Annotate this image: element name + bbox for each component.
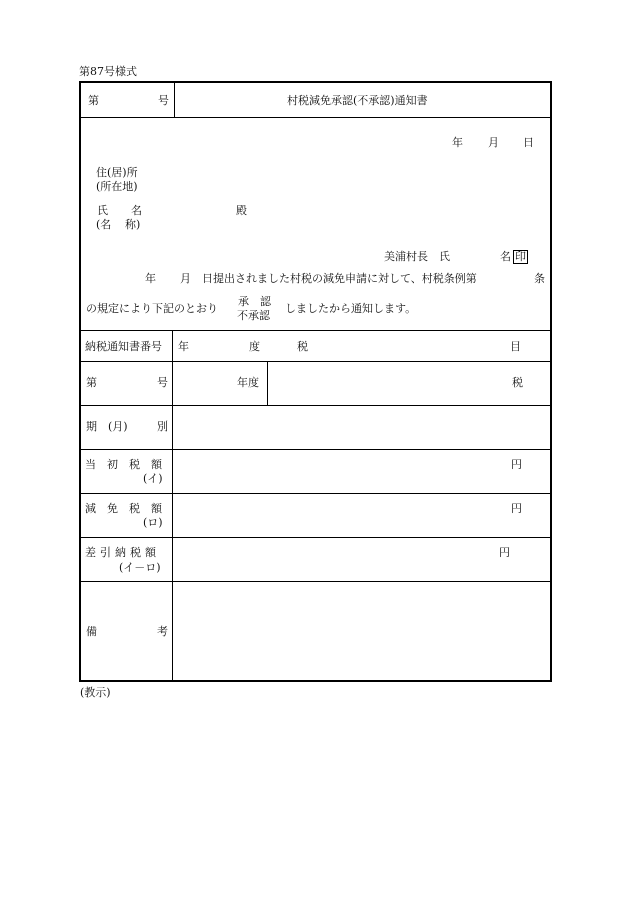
- address-label: 住(居)所: [96, 166, 138, 179]
- number-label-right: 号: [157, 376, 168, 389]
- net-tax-label: 差引納税額: [85, 546, 160, 559]
- disapprove-option: 不承認: [237, 309, 270, 322]
- issuer-mei: [500, 250, 528, 264]
- initial-tax-sub: (イ): [143, 472, 163, 485]
- header-number-right: 号: [158, 94, 169, 107]
- notice-no-do: 度: [249, 340, 260, 353]
- initial-tax-label: 当 初 税 額: [85, 458, 162, 471]
- form-number: 第87号様式: [79, 65, 137, 78]
- body-year: 年: [145, 272, 156, 285]
- rule-reduction: [79, 493, 552, 494]
- notice-no-label: 納税通知書番号: [85, 340, 162, 353]
- remarks-left: 備: [86, 625, 97, 638]
- date-day: 日: [523, 136, 534, 149]
- period-c: 別: [157, 420, 168, 433]
- issuer-mei-text: 名: [500, 250, 511, 263]
- initial-tax-yen: 円: [511, 458, 522, 471]
- number-tax: 税: [512, 376, 523, 389]
- rule-period: [79, 405, 552, 406]
- reduction-label: 減 免 税 額: [85, 502, 162, 515]
- period-b: (月): [108, 420, 128, 433]
- rule-remarks: [79, 581, 552, 582]
- net-tax-yen: 円: [499, 546, 510, 559]
- name-mei: 名: [131, 204, 142, 217]
- number-nendo: 年度: [237, 376, 259, 389]
- rule-v-label: [172, 330, 173, 681]
- reduction-sub: (ロ): [143, 516, 163, 529]
- header-number-left: 第: [88, 94, 99, 107]
- name-sub-right: 称): [125, 218, 141, 231]
- reduction-yen: 円: [511, 502, 522, 515]
- seal-mark: 印: [515, 250, 526, 263]
- address-label-sub: (所在地): [96, 180, 138, 193]
- body-month: 月: [180, 272, 191, 285]
- date-year: 年: [452, 136, 463, 149]
- form-title: 村税減免承認(不承認)通知書: [287, 94, 428, 107]
- body-line1: 日提出されました村税の減免申請に対して、村税条例第: [202, 272, 477, 285]
- rule-v-header: [174, 82, 175, 117]
- body-line1-end: 条: [534, 272, 545, 285]
- issuer-title: 美浦村長 氏: [384, 250, 450, 263]
- approve-option: 承 認: [238, 295, 271, 308]
- instruction-note: (教示): [80, 686, 111, 699]
- body-line2-start: の規定により下記のとおり: [86, 302, 218, 315]
- name-tono: 殿: [236, 204, 247, 217]
- body-line2-end: しましたから通知します。: [285, 302, 417, 315]
- date-month: 月: [488, 136, 499, 149]
- rule-initial: [79, 449, 552, 450]
- name-shi: 氏: [97, 204, 108, 217]
- name-sub-left: (名: [96, 218, 112, 231]
- number-label-left: 第: [86, 376, 97, 389]
- form-frame: [79, 81, 552, 682]
- rule-net: [79, 537, 552, 538]
- rule-v-nendo: [267, 361, 268, 405]
- remarks-right: 考: [157, 625, 168, 638]
- notice-no-year: 年: [178, 340, 189, 353]
- period-a: 期: [86, 420, 97, 433]
- notice-no-item: 目: [510, 340, 521, 353]
- rule-header: [79, 117, 552, 118]
- rule-notice: [79, 330, 552, 331]
- net-tax-sub: (イ－ロ): [119, 561, 161, 574]
- notice-no-tax: 税: [297, 340, 308, 353]
- rule-number: [79, 361, 552, 362]
